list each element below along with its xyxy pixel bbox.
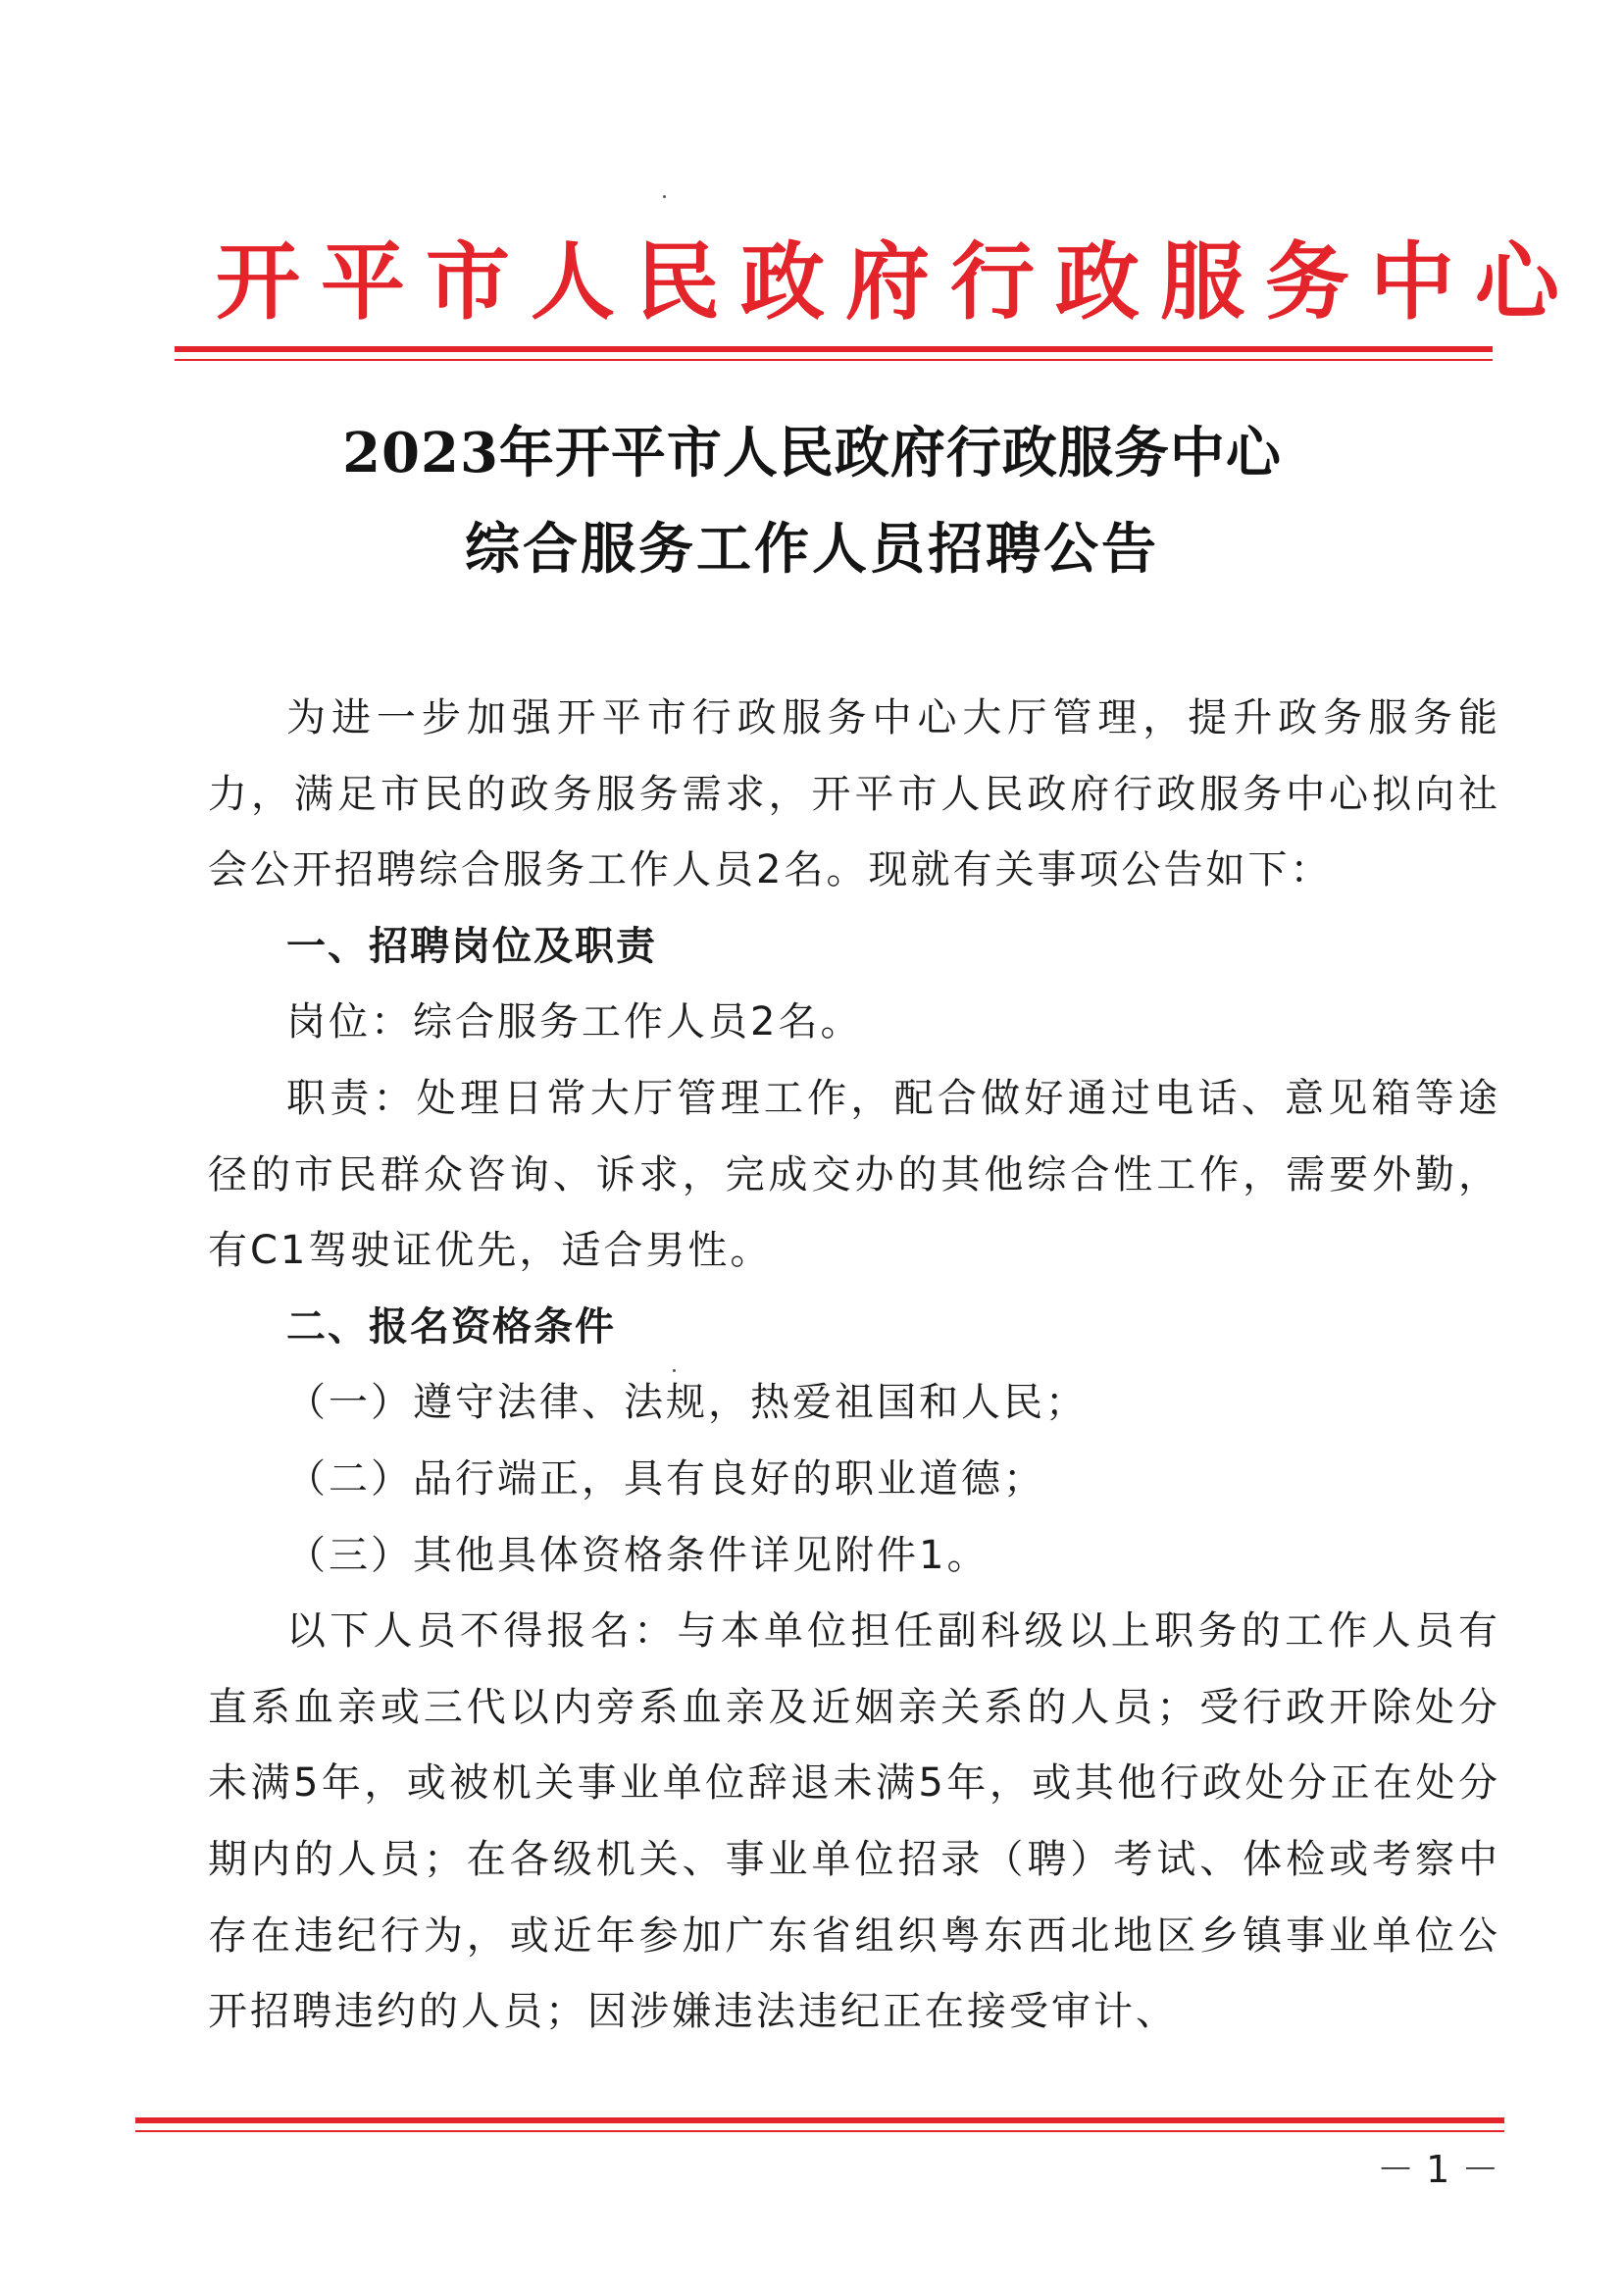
document-title-line2: 综合服务工作人员招聘公告: [465, 517, 1159, 582]
section1-position: 岗位：综合服务工作人员2名。: [286, 999, 863, 1045]
intro-paragraph: 为进一步加强开平市行政服务中心大厅管理，提升政务服务能力，满足市民的政务服务需求，开平市人民政府行政服务中心拟向社会公开招聘综合服务工作人员2名。现就有关事项公告如下：: [208, 695, 1500, 893]
section2-item1: （一）遵守法律、法规，热爱祖国和人民；: [286, 1380, 1088, 1426]
section1-duties: 职责：处理日常大厅管理工作，配合做好通过电话、意见箱等途径的市民群众咨询、诉求，完成交办的其他综合性工作，需要外勤，有C1驾驶证优先，适合男性。: [208, 1075, 1500, 1274]
masthead-rule-thick: [175, 346, 1493, 352]
footer-rule-thin: [135, 2130, 1504, 2132]
section2-heading: 二、报名资格条件: [286, 1303, 616, 1350]
document-title-line1: 2023年开平市人民政府行政服务中心: [342, 421, 1282, 485]
section1-heading: 一、招聘岗位及职责: [286, 923, 657, 969]
scan-speck: [663, 195, 666, 198]
document-body: [208, 681, 1500, 2051]
masthead-title: 开平市人民政府行政服务中心: [216, 233, 1580, 331]
page-number: － 1 －: [1377, 2148, 1499, 2191]
footer-rule-thick: [135, 2117, 1504, 2123]
exclusions-paragraph: 以下人员不得报名：与本单位担任副科级以上职务的工作人员有直系血亲或三代以内旁系血亲及近姻亲关系的人员；受行政开除处分未满5年，或被机关事业单位辞退未满5年，或其他行政处分正在处分期内的人员；在各级机关、事业单位招录（聘）考试、体检或考察中存在违纪行为，或近年参加广东省组织粤东西北地区乡镇事业单位公开招聘违约的人员；因涉嫌违法违纪正在接受审计、: [208, 1608, 1500, 2035]
section2-item2: （二）品行端正，具有良好的职业道德；: [286, 1455, 1045, 1502]
section2-item3: （三）其他具体资格条件详见附件1。: [286, 1532, 990, 1578]
masthead-rule-thin: [175, 359, 1493, 361]
